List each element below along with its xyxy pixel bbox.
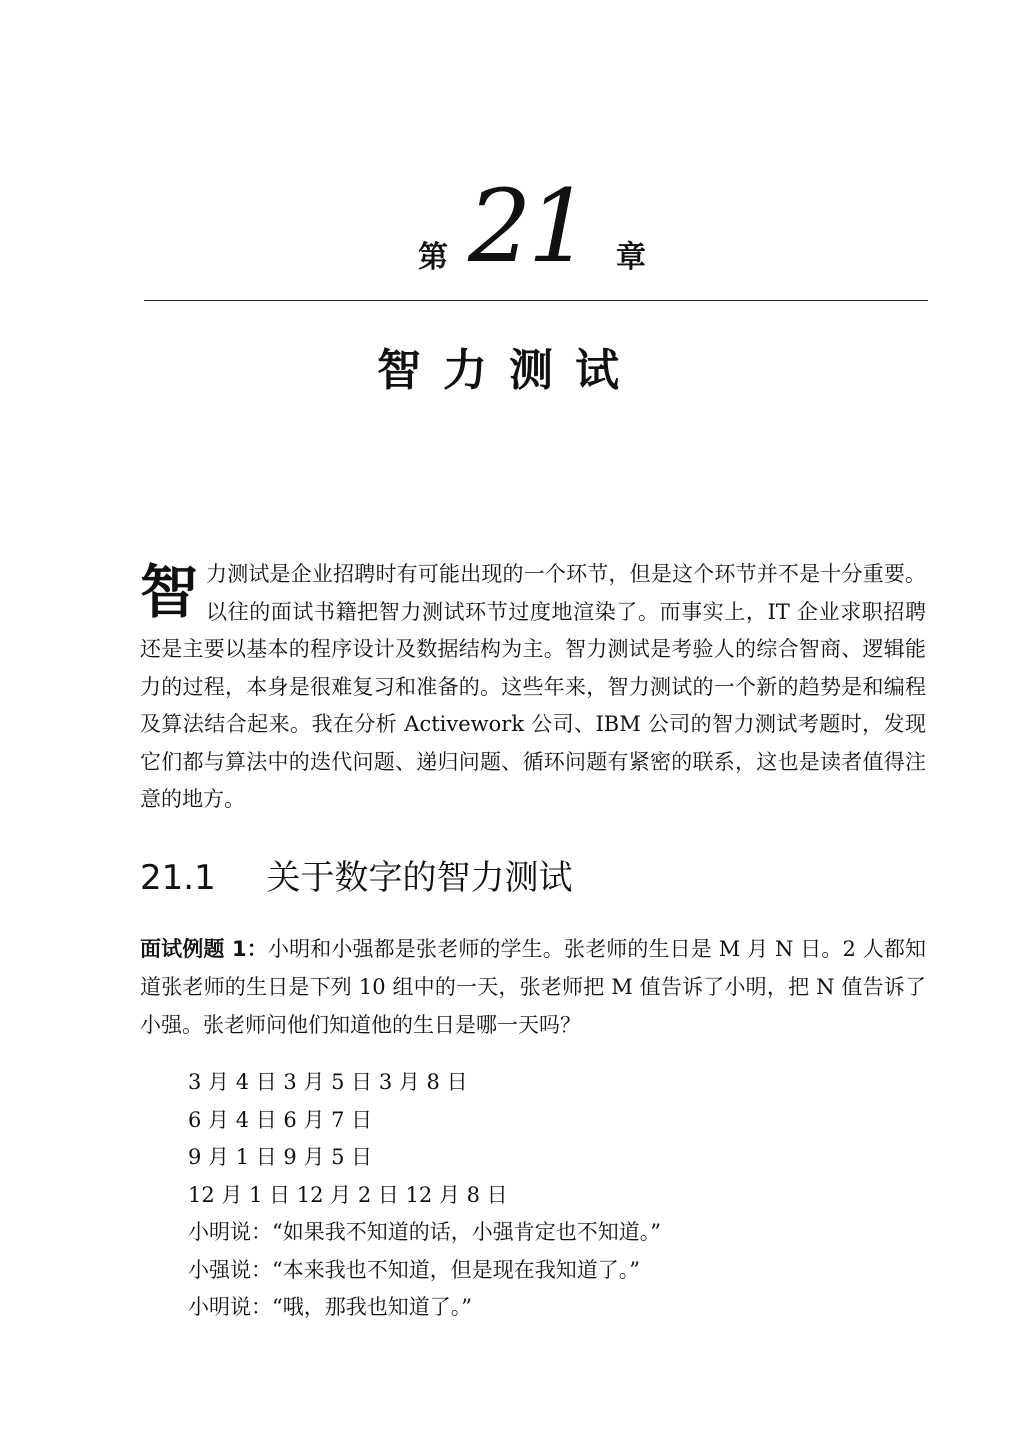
- question-text: 小明和小强都是张老师的学生。张老师的生日是 M 月 N 日。2 人都知道张老师的生日是下列 10 组中的一天，张老师把 M 值告诉了小明，把 N 值告诉了小强。张老师问他们知道他的生日是哪一天吗？: [140, 937, 926, 1037]
- list-item: 小明说：“哦，那我也知道了。”: [188, 1295, 472, 1319]
- list-item: 6 月 4 日 6 月 7 日: [188, 1107, 373, 1132]
- chapter-divider: [144, 300, 928, 301]
- chapter-heading: [0, 168, 1018, 292]
- list-item: 3 月 4 日 3 月 5 日 3 月 8 日: [188, 1070, 468, 1094]
- question-label: 面试例题 1：: [140, 937, 268, 961]
- list-item: 12 月 1 日 12 月 2 日 12 月 8 日: [188, 1182, 508, 1207]
- list-item: 小强说：“本来我也不知道，但是现在我知道了。”: [188, 1257, 640, 1282]
- section-number: 21.1: [140, 858, 216, 898]
- list-item: 小明说：“如果我不知道的话，小强肯定也不知道。”: [188, 1220, 661, 1244]
- chapter-prefix: 第: [418, 240, 448, 275]
- drop-cap: 智: [140, 558, 199, 626]
- intro-paragraph: [140, 556, 926, 819]
- chapter-suffix: 章: [616, 240, 646, 275]
- section-heading: [140, 850, 573, 899]
- interview-question: [140, 930, 926, 1044]
- section-title: 关于数字的智力测试: [266, 858, 573, 898]
- date-list: [188, 1064, 928, 1327]
- chapter-title: 智力测试: [377, 345, 641, 396]
- list-item: 9 月 1 日 9 月 5 日: [188, 1145, 373, 1169]
- chapter-number: 21: [468, 168, 588, 285]
- intro-text: 力测试是企业招聘时有可能出现的一个环节，但是这个环节并不是十分重要。以往的面试书籍把智力测试环节过度地渲染了。而事实上，IT 企业求职招聘还是主要以基本的程序设计及数据结构为主。智力测试是考验人的综合智商、逻辑能力的过程，本身是很难复习和准备的。这些年来，智力测试的一个新的趋势是和编程及算法结合起来。我在分析 Activework 公司、IBM 公司的智力测试考题时，发现它们都与算法中的迭代问题、递归问题、循环问题有紧密的联系，这也是读者值得注意的地方。: [140, 562, 926, 811]
